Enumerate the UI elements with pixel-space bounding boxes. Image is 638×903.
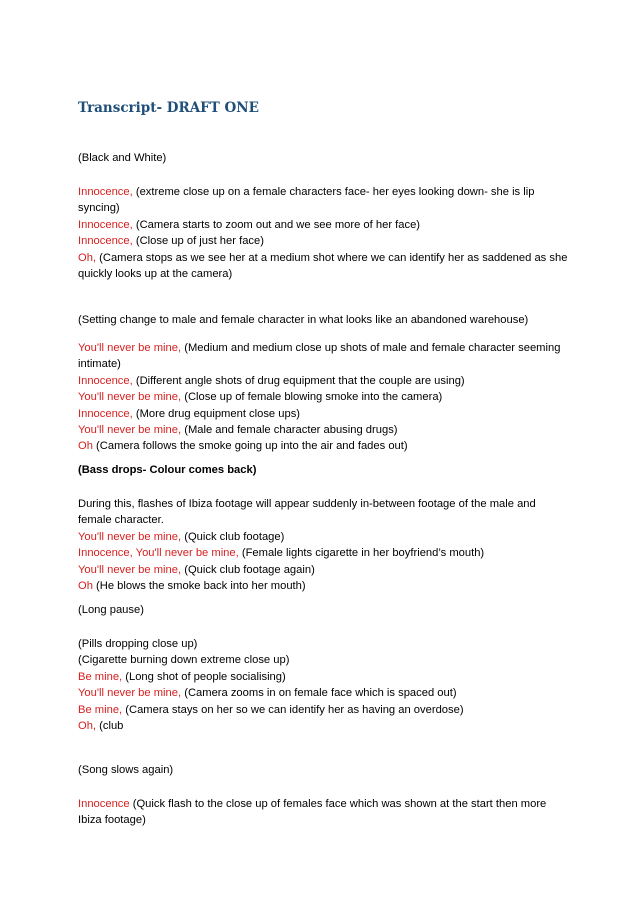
transcript-section <box>78 636 568 734</box>
transcript-line <box>78 389 568 405</box>
direction-text: (Male and female character abusing drugs) <box>184 424 398 437</box>
direction-text: (Female lights cigarette in her boyfriend’s mouth) <box>241 547 485 560</box>
direction-text: (Black and White) <box>78 152 167 164</box>
transcript-line <box>78 422 568 438</box>
direction-text: (More drug equipment close ups) <box>135 407 301 420</box>
transcript-line <box>78 496 568 529</box>
transcript-line <box>78 217 568 233</box>
direction-text: (Quick club footage) <box>184 530 285 543</box>
direction-text: (extreme close up on a female characters face- her eyes looking down- she is lip syncing) <box>78 186 535 215</box>
lyric-text: You'll never be mine, <box>78 342 182 354</box>
direction-text: (Medium and medium close up shots of male and female character seeming intimate) <box>78 342 561 371</box>
lyric-text: Innocence, <box>78 407 133 420</box>
transcript-section <box>78 340 568 455</box>
direction-text: (Setting change to male and female character in what looks like an abandoned warehouse) <box>78 314 529 326</box>
transcript-line <box>78 685 568 701</box>
direction-text: (Bass drops- Colour comes back) <box>78 464 257 476</box>
transcript-line <box>78 762 568 778</box>
transcript-line <box>78 312 568 328</box>
lyric-text: Oh <box>78 580 93 593</box>
transcript-section <box>78 312 568 328</box>
direction-text: (Long shot of people socialising) <box>125 670 286 683</box>
direction-text: (Cigarette burning down extreme close up) <box>78 654 290 667</box>
direction-text: (Camera stops as we see her at a medium shot where we can identify her as saddened as she quickly looks up at the camera) <box>78 251 568 281</box>
lyric-text: Be mine, <box>78 670 123 683</box>
transcript-line <box>78 250 568 283</box>
lyric-text: Innocence, <box>78 374 133 387</box>
transcript-line <box>78 602 568 618</box>
transcript-section <box>78 150 568 166</box>
direction-text: (Camera zooms in on female face which is spaced out) <box>184 687 457 700</box>
transcript-line <box>78 150 568 166</box>
direction-text: (Quick club footage again) <box>184 563 315 576</box>
lyric-text: Oh, <box>78 720 97 733</box>
transcript-line <box>78 373 568 389</box>
lyric-text: You'll never be mine, <box>78 687 182 700</box>
transcript-line <box>78 340 568 373</box>
direction-text: (Close up of female blowing smoke into the camera) <box>184 391 443 404</box>
transcript-line <box>78 796 568 829</box>
direction-text: (Camera follows the smoke going up into the air and fades out) <box>96 440 408 453</box>
transcript-section <box>78 762 568 778</box>
transcript-line <box>78 462 568 478</box>
lyric-text: You'll never be mine, <box>78 424 182 437</box>
direction-text: (Quick flash to the close up of females face which was shown at the start then more Ibiza footage) <box>78 798 547 827</box>
lyric-text: Innocence, You'll never be mine, <box>78 547 239 560</box>
lyric-text: Oh <box>78 440 93 453</box>
lyric-text: Innocence, <box>78 235 133 248</box>
document-title: Transcript- DRAFT ONE <box>78 100 259 116</box>
lyric-text: Innocence, <box>78 186 133 198</box>
transcript-line <box>78 184 568 217</box>
direction-text: (Camera starts to zoom out and we see more of her face) <box>135 218 421 231</box>
transcript-section <box>78 602 568 618</box>
direction-text: (Different angle shots of drug equipment that the couple are using) <box>135 374 465 387</box>
lyric-text: You'll never be mine, <box>78 563 182 576</box>
transcript-line <box>78 669 568 685</box>
lyric-text: Oh, <box>78 251 97 264</box>
transcript-line <box>78 545 568 561</box>
transcript-line <box>78 529 568 545</box>
direction-text: (Song slows again) <box>78 764 174 776</box>
transcript-line <box>78 702 568 718</box>
direction-text: (Pills dropping close up) <box>78 638 198 650</box>
lyric-text: You'll never be mine, <box>78 530 182 543</box>
lyric-text: You'll never be mine, <box>78 391 182 404</box>
transcript-line <box>78 406 568 422</box>
transcript-line <box>78 652 568 668</box>
transcript-line <box>78 562 568 578</box>
lyric-text: Innocence <box>78 798 130 810</box>
lyric-text: Be mine, <box>78 703 123 716</box>
transcript-section <box>78 796 568 829</box>
direction-text: (Long pause) <box>78 604 144 616</box>
transcript-section <box>78 462 568 478</box>
transcript-line <box>78 438 568 454</box>
direction-text: (Close up of just her face) <box>135 235 264 248</box>
transcript-section <box>78 184 568 282</box>
direction-text: (club <box>99 720 124 733</box>
direction-text: (Camera stays on her so we can identify her as having an overdose) <box>125 703 464 716</box>
direction-text: During this, flashes of Ibiza footage will appear suddenly in-between footage of the male and female character. <box>78 498 536 527</box>
transcript-line <box>78 578 568 594</box>
transcript-section <box>78 496 568 594</box>
direction-text: (He blows the smoke back into her mouth) <box>96 580 306 593</box>
transcript-line <box>78 233 568 249</box>
transcript-line <box>78 718 568 734</box>
lyric-text: Innocence, <box>78 218 133 231</box>
transcript-line <box>78 636 568 652</box>
